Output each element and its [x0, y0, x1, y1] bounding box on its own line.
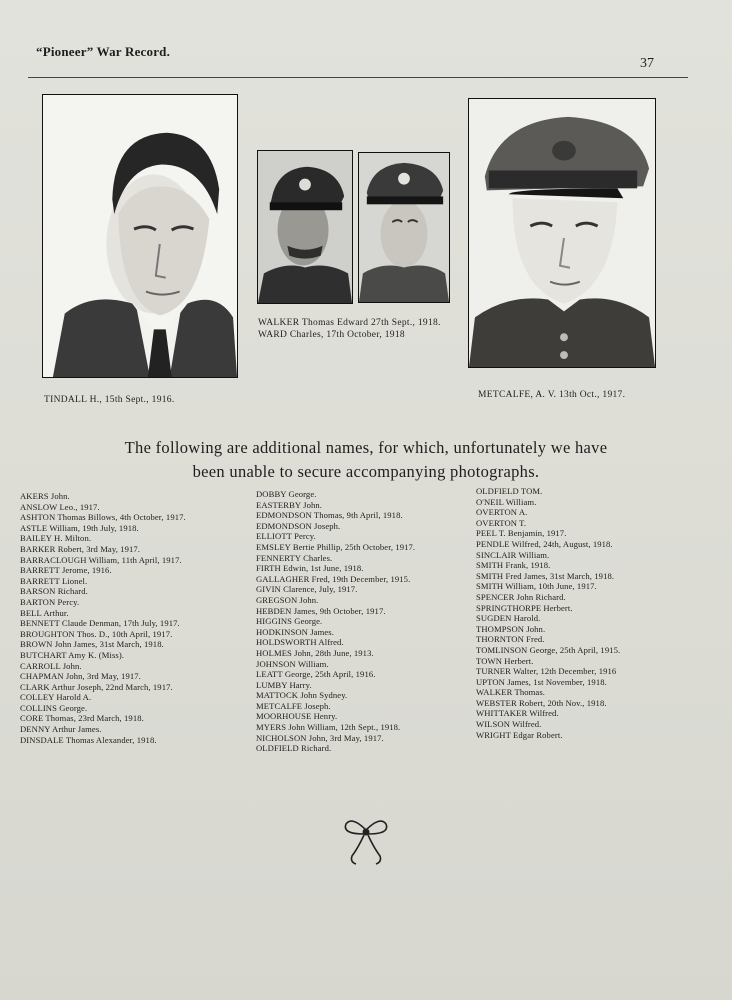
name-entry: EDMONDSON Joseph.	[256, 520, 341, 531]
name-entry: WHITTAKER Wilfred.	[476, 708, 559, 719]
name-entry: CARROLL John.	[20, 660, 82, 671]
caption-metcalfe: METCALFE, A. V. 13th Oct., 1917.	[478, 390, 626, 400]
name-entry: PEEL T. Benjamin, 1917.	[476, 528, 567, 539]
name-entry: WEBSTER Robert, 20th Nov., 1918.	[476, 697, 607, 708]
name-entry: THORNTON Fred.	[476, 634, 545, 645]
name-entry: TOWN Herbert.	[476, 655, 534, 666]
portrait-soldier-metcalfe-image	[469, 99, 655, 367]
name-entry: HEBDEN James, 9th October, 1917.	[256, 605, 386, 616]
name-entry: BARRETT Lionel.	[20, 575, 88, 586]
name-entry: TOMLINSON George, 25th April, 1915.	[476, 644, 621, 655]
name-entry: SUGDEN Harold.	[476, 613, 541, 624]
name-entry: SMITH Fred James, 31st March, 1918.	[476, 570, 615, 581]
name-entry: FIRTH Edwin, 1st June, 1918.	[256, 563, 364, 574]
name-entry: FENNERTY Charles.	[256, 552, 333, 563]
name-entry: SPENCER John Richard.	[476, 591, 566, 602]
name-entry: SPRINGTHORPE Herbert.	[476, 602, 573, 613]
name-entry: HOLMES John, 28th June, 1913.	[256, 647, 374, 658]
name-entry: NICHOLSON John, 3rd May, 1917.	[256, 732, 384, 743]
name-entry: BUTCHART Amy K. (Miss).	[20, 649, 125, 660]
name-entry: BARSON Richard.	[20, 586, 88, 597]
name-entry: CORE Thomas, 23rd March, 1918.	[20, 713, 144, 724]
name-entry: DOBBY George.	[256, 489, 317, 499]
name-entry: LUMBY Harry.	[256, 679, 312, 690]
name-entry: ASHTON Thomas Billows, 4th October, 1917.	[20, 512, 186, 523]
name-entry: SINCLAIR William.	[476, 549, 550, 560]
name-entry: WALKER Thomas.	[476, 687, 546, 698]
name-entry: LEATT George, 25th April, 1916.	[256, 669, 376, 680]
name-entry: ELLIOTT Percy.	[256, 531, 316, 542]
name-entry: METCALFE Joseph.	[256, 700, 331, 711]
intro-line-1: The following are additional names, for which, unfortunately we have	[124, 438, 608, 457]
photo-walker	[257, 150, 353, 304]
name-entry: WILSON Wilfred.	[476, 719, 542, 730]
photo-ward	[358, 152, 450, 303]
name-entry: GALLAGHER Fred, 19th December, 1915.	[256, 573, 411, 584]
names-column-2	[256, 489, 415, 754]
name-entry: MOORHOUSE Henry.	[256, 711, 338, 722]
caption-ward: WARD Charles, 17th October, 1918	[258, 330, 405, 340]
name-entry: CHAPMAN John, 3rd May, 1917.	[20, 671, 141, 682]
portrait-soldier-walker-image	[258, 151, 352, 303]
caption-tindall: TINDALL H., 15th Sept., 1916.	[44, 395, 175, 405]
name-entry: EDMONDSON Thomas, 9th April, 1918.	[256, 510, 403, 521]
name-entry: ANSLOW Leo., 1917.	[20, 501, 100, 512]
name-entry: UPTON James, 1st November, 1918.	[476, 676, 607, 687]
name-entry: BENNETT Claude Denman, 17th July, 1917.	[20, 618, 180, 629]
name-entry: TURNER Walter, 12th December, 1916	[476, 666, 617, 677]
name-entry: OLDFIELD Richard.	[256, 743, 332, 754]
header-rule	[28, 77, 688, 78]
photo-metcalfe	[468, 98, 656, 368]
portrait-civilian-image	[43, 95, 237, 377]
name-entry: O'NEIL William.	[476, 496, 537, 507]
name-entry: OVERTON A.	[476, 507, 528, 518]
bow-ornament-icon	[342, 812, 390, 870]
name-entry: MYERS John William, 12th Sept., 1918.	[256, 722, 401, 733]
name-entry: EASTERBY John.	[256, 499, 323, 510]
name-entry: CLARK Arthur Joseph, 22nd March, 1917.	[20, 681, 173, 692]
publication-title: “Pioneer” War Record.	[36, 44, 171, 59]
name-entry: BROWN John James, 31st March, 1918.	[20, 639, 164, 650]
portrait-soldier-ward-image	[359, 153, 449, 302]
name-entry: DENNY Arthur James.	[20, 724, 102, 735]
intro-line-2: been unable to secure accompanying photographs.	[192, 462, 540, 481]
name-entry: MATTOCK John Sydney.	[256, 690, 348, 701]
names-column-1	[20, 491, 186, 745]
name-entry: ASTLE William, 19th July, 1918.	[20, 522, 139, 533]
name-entry: HIGGINS George.	[256, 616, 323, 627]
name-entry: COLLEY Harold A.	[20, 692, 92, 703]
name-entry: HODKINSON James.	[256, 626, 334, 637]
name-entry: WRIGHT Edgar Robert.	[476, 729, 563, 740]
name-entry: BARKER Robert, 3rd May, 1917.	[20, 543, 141, 554]
name-entry: OLDFIELD TOM.	[476, 486, 543, 496]
name-entry: PENDLE Wilfred, 24th, August, 1918.	[476, 538, 613, 549]
name-entry: GIVIN Clarence, July, 1917.	[256, 584, 358, 595]
name-entry: AKERS John.	[20, 491, 70, 501]
caption-walker: WALKER Thomas Edward 27th Sept., 1918.	[258, 318, 441, 328]
name-entry: JOHNSON William.	[256, 658, 329, 669]
name-entry: BELL Arthur.	[20, 607, 69, 618]
name-entry: OVERTON T.	[476, 517, 527, 528]
name-entry: GREGSON John.	[256, 594, 319, 605]
name-entry: BAILEY H. Milton.	[20, 533, 92, 544]
photo-tindall	[42, 94, 238, 378]
name-entry: BROUGHTON Thos. D., 10th April, 1917.	[20, 628, 173, 639]
name-entry: EMSLEY Bertie Phillip, 25th October, 1917.	[256, 541, 416, 552]
name-entry: SMITH Frank, 1918.	[476, 560, 551, 571]
name-entry: THOMPSON John.	[476, 623, 546, 634]
name-entry: BARTON Percy.	[20, 596, 80, 607]
name-entry: BARRACLOUGH William, 11th April, 1917.	[20, 554, 182, 565]
name-entry: HOLDSWORTH Alfred.	[256, 637, 344, 648]
page-number: 37	[640, 56, 654, 71]
name-entry: BARRETT Jerome, 1916.	[20, 565, 112, 576]
name-entry: SMITH William, 10th June, 1917.	[476, 581, 597, 592]
name-entry: COLLINS George.	[20, 702, 88, 713]
names-column-3	[476, 486, 620, 740]
name-entry: DINSDALE Thomas Alexander, 1918.	[20, 734, 157, 745]
